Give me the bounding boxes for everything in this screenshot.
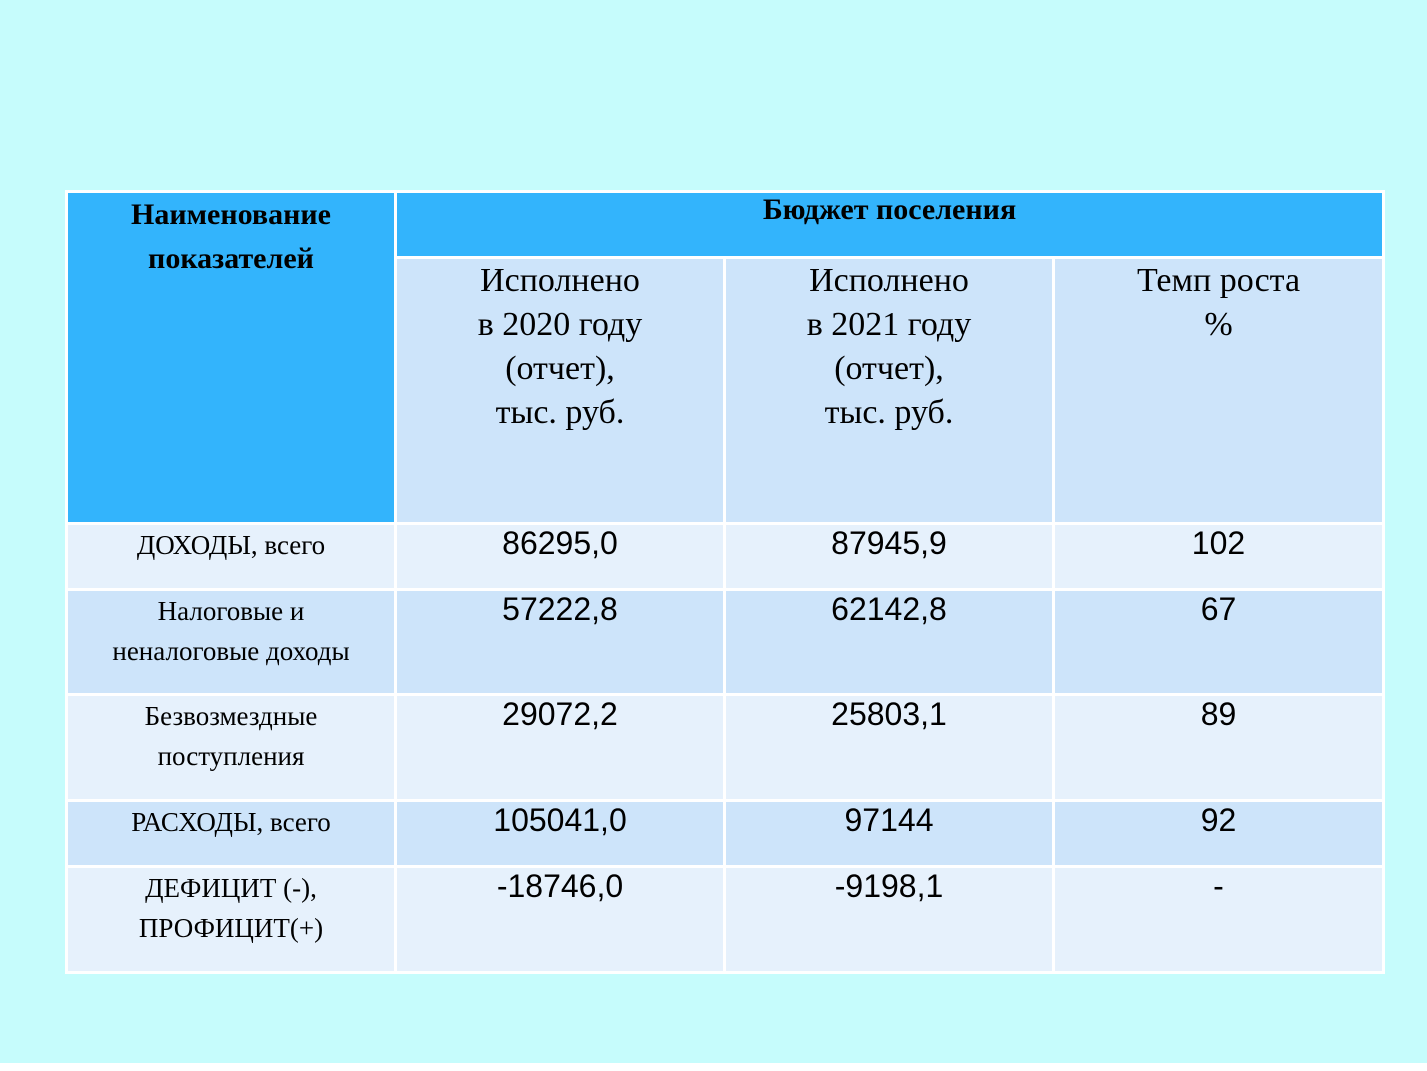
header-line: Исполнено — [480, 262, 640, 299]
value-2021: 97144 — [725, 801, 1054, 867]
row-label — [67, 695, 396, 801]
header-line: Темп роста — [1136, 262, 1301, 299]
indicator-header-line: Наименование — [131, 198, 331, 231]
value-2021: 62142,8 — [725, 590, 1054, 695]
value-2021: 25803,1 — [725, 695, 1054, 801]
row-label — [67, 867, 396, 973]
value-2021: 87945,9 — [725, 524, 1054, 590]
indicator-header-line: показателей — [148, 242, 314, 275]
table-row — [67, 524, 1384, 590]
row-label-line: ДОХОДЫ, всего — [136, 530, 326, 560]
column-header-2021 — [725, 258, 1054, 524]
row-label — [67, 524, 396, 590]
row-label-line: Налоговые и — [157, 596, 305, 626]
value-rate: 67 — [1054, 590, 1384, 695]
value-2020: 29072,2 — [396, 695, 725, 801]
table-row — [67, 590, 1384, 695]
indicator-header — [67, 192, 396, 524]
value-rate: 92 — [1054, 801, 1384, 867]
header-line: в 2021 году — [806, 306, 972, 343]
row-label-line: Безвозмездные — [144, 701, 318, 731]
table-row — [67, 801, 1384, 867]
column-header-2020 — [396, 258, 725, 524]
value-2020: -18746,0 — [396, 867, 725, 973]
table-row — [67, 867, 1384, 973]
row-label-line: РАСХОДЫ, всего — [131, 807, 331, 837]
value-rate: 89 — [1054, 695, 1384, 801]
value-rate: - — [1054, 867, 1384, 973]
row-label — [67, 801, 396, 867]
budget-table — [65, 190, 1385, 974]
budget-group-header: Бюджет поселения — [396, 192, 1384, 258]
bottom-strip — [0, 1063, 1427, 1071]
header-line: в 2020 году — [477, 306, 643, 343]
value-2020: 57222,8 — [396, 590, 725, 695]
header-line: % — [1204, 306, 1233, 343]
value-2020: 105041,0 — [396, 801, 725, 867]
row-label — [67, 590, 396, 695]
header-line: (отчет), — [834, 350, 944, 387]
value-rate: 102 — [1054, 524, 1384, 590]
row-label-line: поступления — [157, 741, 305, 771]
value-2020: 86295,0 — [396, 524, 725, 590]
table-row — [67, 695, 1384, 801]
row-label-line: ДЕФИЦИТ (-), — [145, 873, 317, 903]
row-label-line: неналоговые доходы — [112, 636, 350, 666]
header-line: тыс. руб. — [495, 394, 625, 431]
header-line: Исполнено — [809, 262, 969, 299]
header-line: тыс. руб. — [824, 394, 954, 431]
value-2021: -9198,1 — [725, 867, 1054, 973]
column-header-rate — [1054, 258, 1384, 524]
row-label-line: ПРОФИЦИТ(+) — [138, 913, 324, 943]
header-line: (отчет), — [505, 350, 615, 387]
